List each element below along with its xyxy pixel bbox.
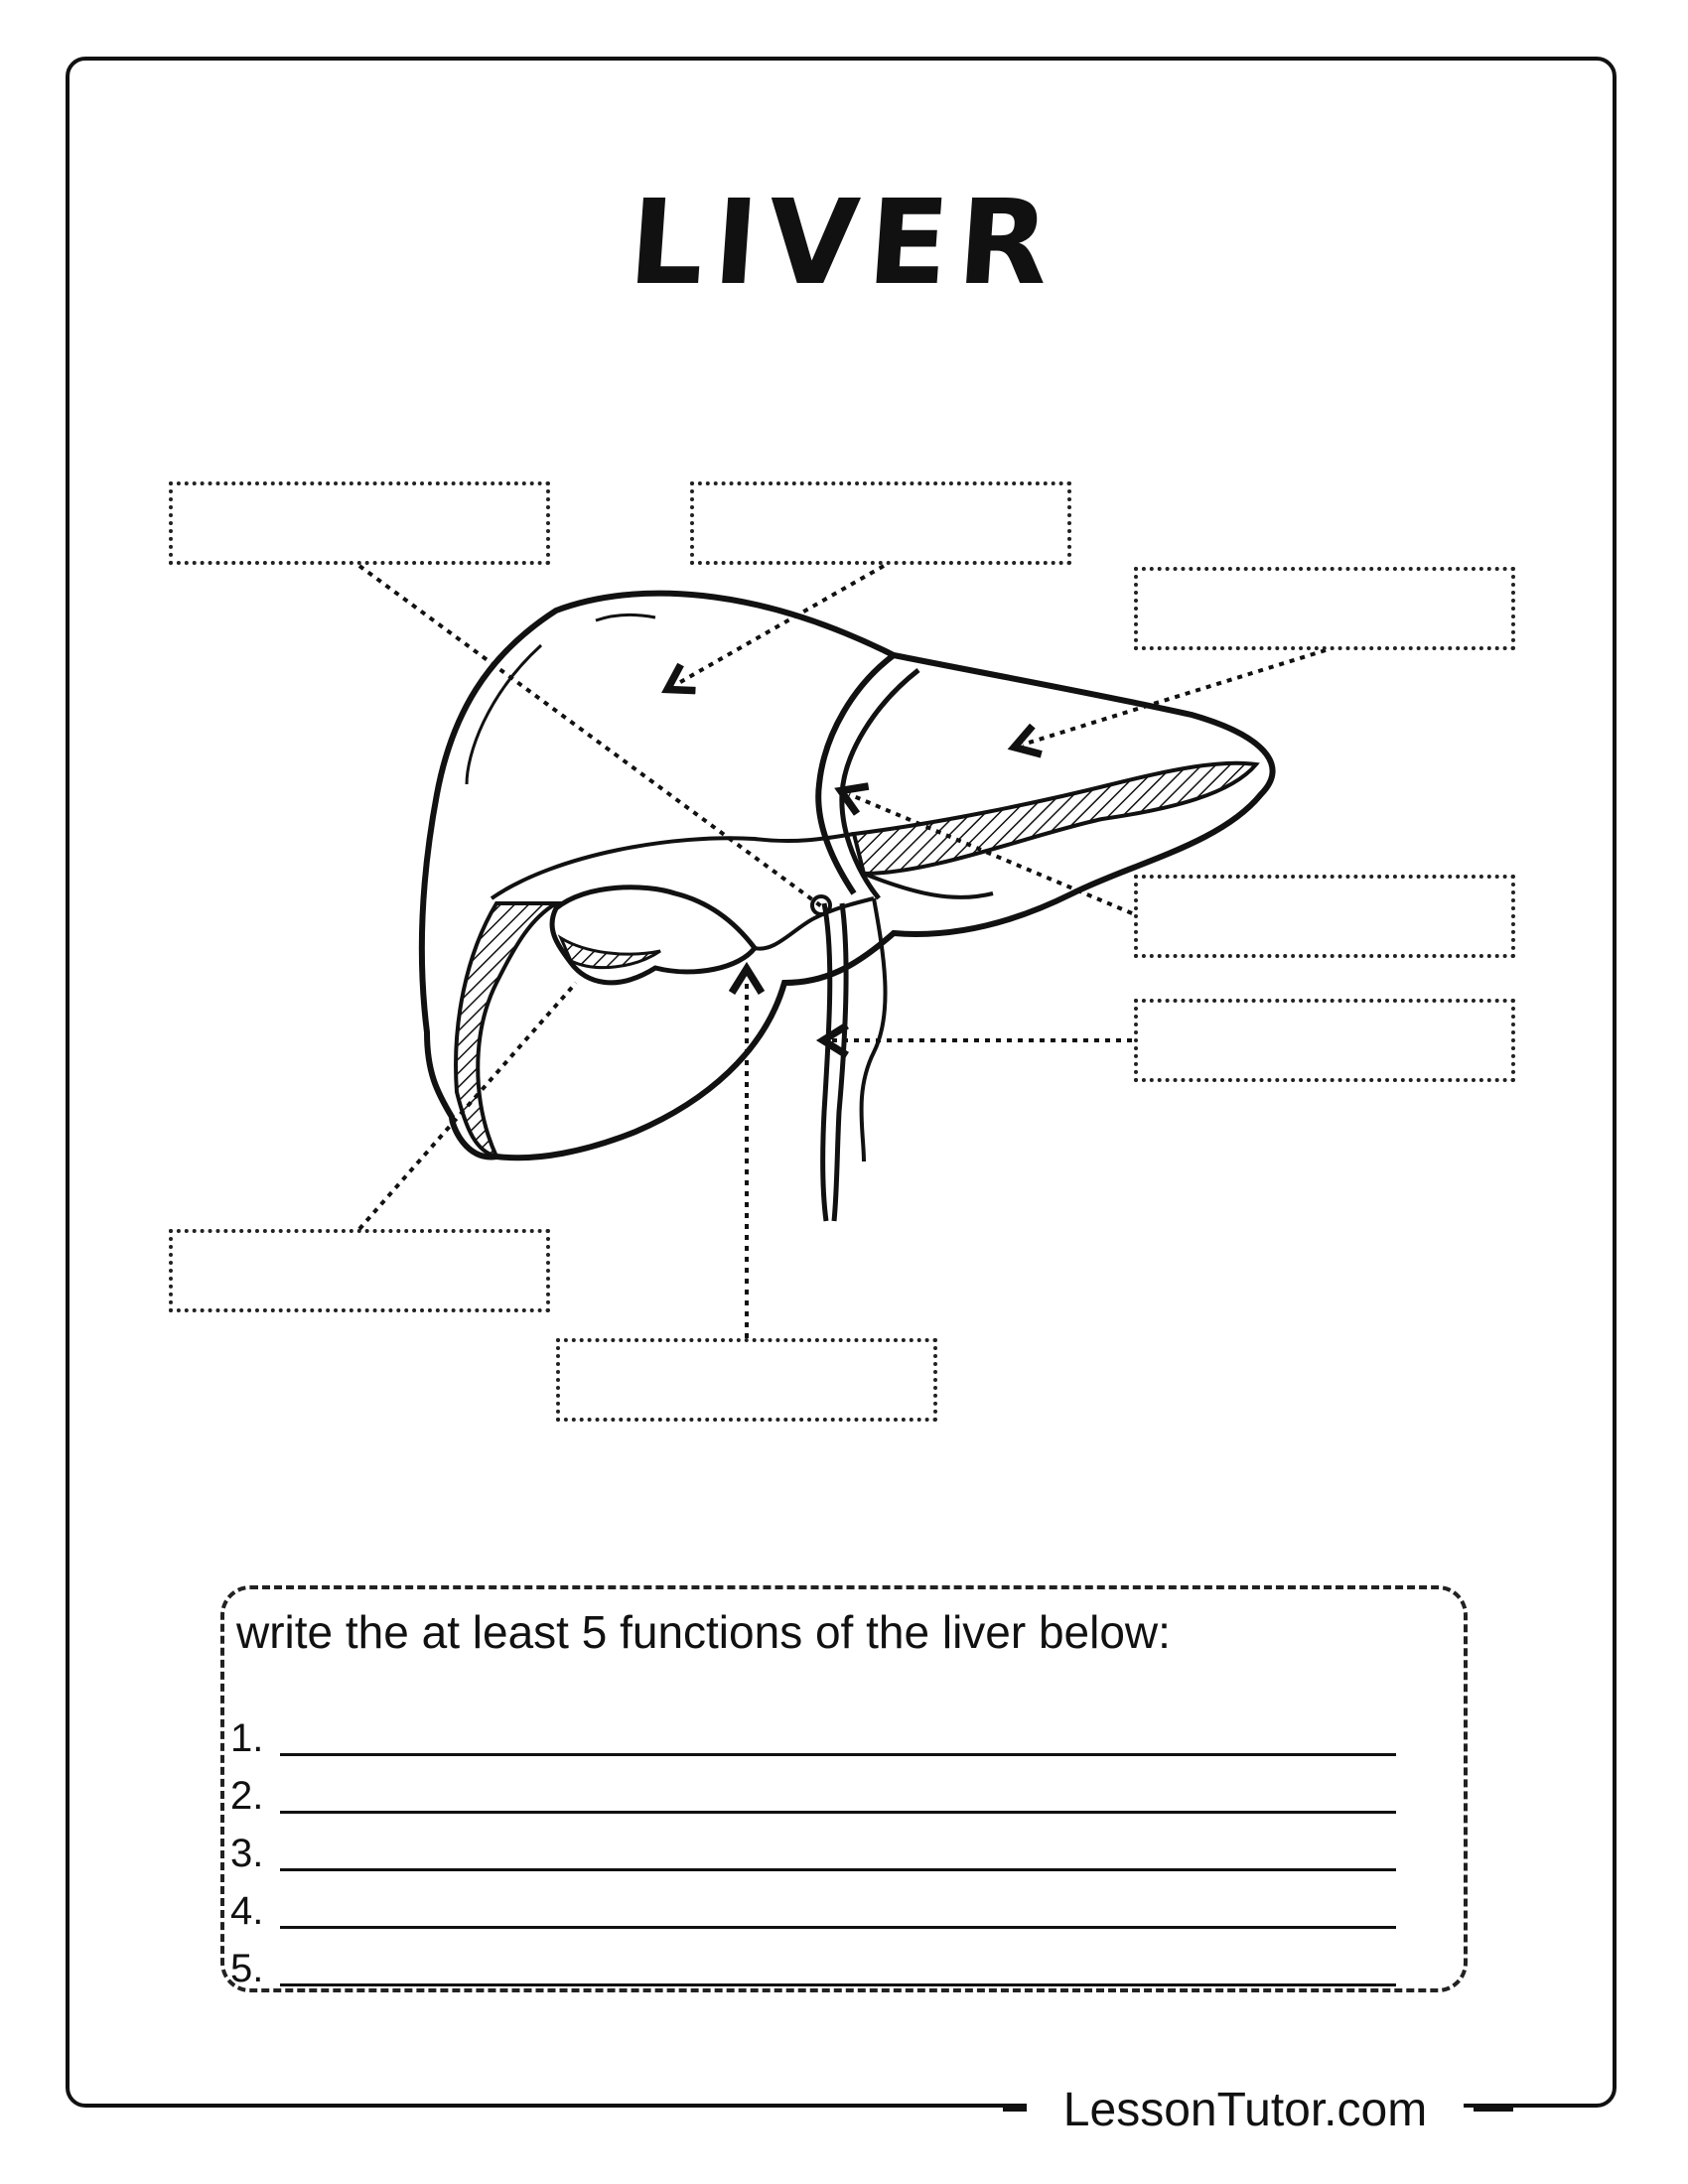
label-box-5[interactable]: [1134, 999, 1515, 1082]
function-answer-line[interactable]: [280, 1868, 1396, 1871]
quadrate-lobe-hatch: [456, 903, 556, 1157]
inferior-border: [864, 874, 993, 897]
porta-hepatis: [812, 896, 830, 914]
function-number: 4.: [230, 1889, 264, 1933]
label-box-2[interactable]: [690, 481, 1071, 565]
functions-box: [220, 1585, 1468, 1992]
function-answer-line[interactable]: [280, 1983, 1396, 1986]
function-number: 5.: [230, 1947, 264, 1990]
functions-prompt: write the at least 5 functions of the liver below:: [236, 1606, 1171, 1658]
function-row: [224, 1701, 1396, 1758]
function-answer-line[interactable]: [280, 1926, 1396, 1929]
leader-line: [1023, 650, 1326, 745]
label-box-1[interactable]: [169, 481, 550, 565]
leader-line: [675, 566, 884, 685]
hepatic-vessel: [862, 898, 886, 1161]
inferior-border: [854, 763, 1256, 874]
label-box-4[interactable]: [1134, 875, 1515, 958]
function-row: [224, 1816, 1396, 1873]
function-number: 2.: [230, 1774, 264, 1818]
footer-rule: [1474, 2108, 1513, 2112]
label-box-7[interactable]: [556, 1338, 937, 1422]
liver-highlight: [596, 614, 655, 620]
footer-site[interactable]: LessonTutor.com: [1027, 2085, 1464, 2136]
page-title: LIVER: [625, 174, 1063, 311]
function-number: 1.: [230, 1716, 264, 1760]
function-number: 3.: [230, 1832, 264, 1875]
lobe-division: [492, 834, 854, 898]
footer-rule: [1003, 2108, 1027, 2112]
label-box-6[interactable]: [169, 1229, 550, 1312]
hepatic-vessel: [834, 903, 846, 1221]
hepatic-vessel: [823, 903, 830, 1221]
function-row: [224, 1873, 1396, 1931]
function-answer-line[interactable]: [280, 1811, 1396, 1814]
liver-highlight: [467, 645, 541, 784]
gallbladder-hatch: [561, 938, 660, 968]
label-box-3[interactable]: [1134, 567, 1515, 650]
gallbladder-outline: [552, 887, 755, 983]
function-row: [224, 1931, 1396, 1988]
function-answer-line[interactable]: [280, 1753, 1396, 1756]
function-row: [224, 1758, 1396, 1816]
